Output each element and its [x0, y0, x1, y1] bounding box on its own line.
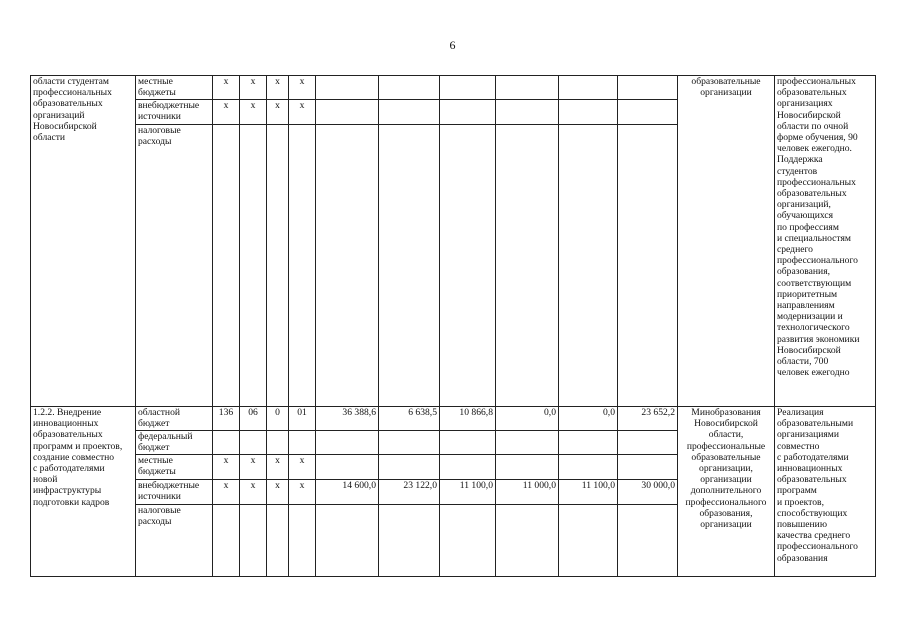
- value-cell: [316, 125, 379, 407]
- value-cell: [618, 125, 678, 407]
- code-cell: [267, 125, 289, 407]
- code-cell: 0: [267, 407, 289, 431]
- value-cell: 23 122,0: [379, 480, 440, 505]
- code-cell: [240, 431, 267, 455]
- source-cell: налоговые расходы: [136, 505, 213, 577]
- code-cell: 136: [213, 407, 240, 431]
- code-cell: х: [240, 455, 267, 480]
- code-cell: х: [240, 480, 267, 505]
- code-cell: х: [289, 480, 316, 505]
- value-cell: [496, 505, 559, 577]
- value-cell: 23 652,2: [618, 407, 678, 431]
- code-cell: 01: [289, 407, 316, 431]
- value-cell: [618, 455, 678, 480]
- code-cell: [213, 125, 240, 407]
- value-cell: [316, 505, 379, 577]
- value-cell: [496, 125, 559, 407]
- value-cell: [379, 76, 440, 100]
- value-cell: 14 600,0: [316, 480, 379, 505]
- value-cell: [440, 125, 496, 407]
- code-cell: х: [213, 480, 240, 505]
- code-cell: х: [213, 76, 240, 100]
- value-cell: [618, 100, 678, 125]
- value-cell: 6 638,5: [379, 407, 440, 431]
- executor-cell: Минобразования Новосибирской области, профессиональные образовательные организации, организации дополнительного профессионального образования, организации: [678, 407, 775, 577]
- code-cell: [289, 431, 316, 455]
- code-cell: х: [213, 100, 240, 125]
- task-cell: области студентам профессиональных образовательных организаций Новосибирской области: [31, 76, 136, 407]
- value-cell: [316, 100, 379, 125]
- value-cell: [379, 125, 440, 407]
- value-cell: [440, 455, 496, 480]
- value-cell: [316, 455, 379, 480]
- value-cell: [440, 505, 496, 577]
- source-cell: налоговые расходы: [136, 125, 213, 407]
- value-cell: [379, 505, 440, 577]
- code-cell: х: [267, 100, 289, 125]
- result-cell: профессиональных образовательных организациях Новосибирской области по очной форме обучения, 90 человек ежегодно. Поддержка студентов профессиональных образовательных организаций, обучающихся по профессиям и специальностям среднего профессионального образования, соответствующим приоритетным направлениям модернизации и технологического развития экономики Новосибирской области, 700 человек ежегодно: [775, 76, 876, 407]
- value-cell: [559, 100, 618, 125]
- code-cell: [289, 505, 316, 577]
- value-cell: [618, 76, 678, 100]
- code-cell: х: [240, 76, 267, 100]
- code-cell: [213, 431, 240, 455]
- code-cell: х: [267, 455, 289, 480]
- value-cell: [559, 455, 618, 480]
- program-table: [30, 75, 876, 577]
- value-cell: 36 388,6: [316, 407, 379, 431]
- source-cell: федеральный бюджет: [136, 431, 213, 455]
- value-cell: [559, 505, 618, 577]
- table-row: [31, 407, 876, 431]
- value-cell: [618, 505, 678, 577]
- code-cell: [213, 505, 240, 577]
- source-cell: внебюджетные источники: [136, 480, 213, 505]
- code-cell: х: [213, 455, 240, 480]
- code-cell: [289, 125, 316, 407]
- source-cell: местные бюджеты: [136, 76, 213, 100]
- code-cell: [267, 505, 289, 577]
- result-cell: Реализация образовательными организациями совместно с работодателями инновационных образовательных программ и проектов, способствующих повышению качества среднего профессионального образования: [775, 407, 876, 577]
- value-cell: [496, 100, 559, 125]
- value-cell: [440, 76, 496, 100]
- value-cell: [440, 100, 496, 125]
- value-cell: [316, 431, 379, 455]
- value-cell: 10 866,8: [440, 407, 496, 431]
- code-cell: х: [289, 100, 316, 125]
- value-cell: 11 100,0: [559, 480, 618, 505]
- code-cell: х: [289, 76, 316, 100]
- task-cell: 1.2.2. Внедрение инновационных образовательных программ и проектов, создание совместно с работодателями новой инфраструктуры подготовки кадров: [31, 407, 136, 577]
- source-cell: внебюджетные источники: [136, 100, 213, 125]
- source-cell: местные бюджеты: [136, 455, 213, 480]
- code-cell: [267, 431, 289, 455]
- value-cell: 0,0: [496, 407, 559, 431]
- value-cell: 0,0: [559, 407, 618, 431]
- code-cell: [240, 125, 267, 407]
- code-cell: х: [240, 100, 267, 125]
- value-cell: [559, 125, 618, 407]
- value-cell: 11 000,0: [496, 480, 559, 505]
- value-cell: 11 100,0: [440, 480, 496, 505]
- value-cell: [440, 431, 496, 455]
- value-cell: [496, 455, 559, 480]
- value-cell: [618, 431, 678, 455]
- value-cell: [379, 100, 440, 125]
- source-cell: областной бюджет: [136, 407, 213, 431]
- executor-cell: образовательные организации: [678, 76, 775, 407]
- value-cell: [559, 76, 618, 100]
- code-cell: х: [289, 455, 316, 480]
- value-cell: [379, 455, 440, 480]
- value-cell: [559, 431, 618, 455]
- code-cell: х: [267, 76, 289, 100]
- table-row: [31, 76, 876, 100]
- value-cell: [316, 76, 379, 100]
- value-cell: 30 000,0: [618, 480, 678, 505]
- page-number: 6: [449, 38, 456, 52]
- code-cell: х: [267, 480, 289, 505]
- code-cell: [240, 505, 267, 577]
- value-cell: [379, 431, 440, 455]
- value-cell: [496, 431, 559, 455]
- value-cell: [496, 76, 559, 100]
- code-cell: 06: [240, 407, 267, 431]
